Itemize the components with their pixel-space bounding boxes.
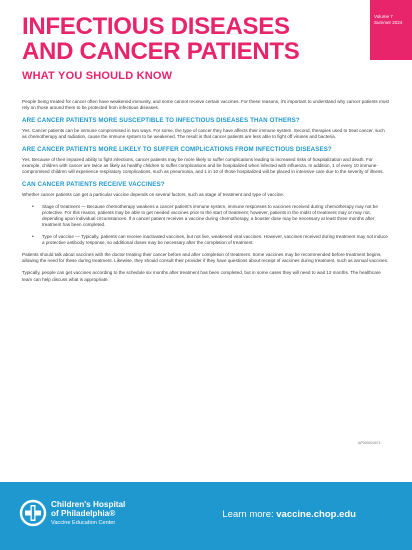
list-item: • Type of vaccine — Typically, patients can receive inactivated vaccines, but not live, weakened viral vaccines. However, vaccines received during treatment may not induce a protective antibody response, so additional doses may be necessary after the completion of treatment. <box>22 234 390 246</box>
section-question-1: ARE CANCER PATIENTS MORE SUSCEPTIBLE TO INFECTIOUS DISEASES THAN OTHERS? <box>22 117 300 125</box>
closing-paragraph-2: Typically, people can get vaccines according to the schedule six months after treatment has been completed, but in some cases they will need to wait 12 months. The healthcare team can help discuss what is appropriate. <box>22 270 381 282</box>
section-answer-3: Whether cancer patients can get a particular vaccine depends on several factors, such as stage of treatment and type of vaccine. <box>22 191 285 197</box>
org-department: Vaccine Education Center <box>51 520 116 526</box>
page-title <box>22 14 362 64</box>
org-name-line-2: of Philadelphia® <box>51 509 116 518</box>
learn-more <box>0 509 412 520</box>
page-subtitle: WHAT YOU SHOULD KNOW <box>22 70 173 82</box>
list-item: • Stage of treatment — Because chemotherapy weakens a cancer patient's immune system, immune responses to vaccines received during chemotherapy may not be protective. For this reason, patients may be able to get needed vaccines prior to the start of treatment; however, patients in the midst of treatment may or may not, depending upon individual circumstances. If a cancer patient receives a vaccine during chemotherapy, a booster dose may be necessary at least three months after treatment has been completed. <box>22 204 390 229</box>
section-answer-1: Yes. Cancer patients can be immune compromised in two ways. For some, the type of cancer they have affects their immune system. Second, therapies used to treat cancer, such as chemotherapy and radiation, cause the immune system to be weakened. The result is that cancer patients are less able to fight off viruses and bacteria. <box>22 127 385 140</box>
volume-label: Volume 7 <box>374 14 393 19</box>
article-body <box>22 99 390 289</box>
title-line-2: AND CANCER PATIENTS <box>22 38 300 65</box>
website-link[interactable]: vaccine.chop.edu <box>276 509 356 520</box>
document-code: AP000024071 <box>358 441 381 445</box>
section-question-3: CAN CANCER PATIENTS RECEIVE VACCINES? <box>22 181 165 189</box>
learn-more-label: Learn more: <box>222 509 274 520</box>
section-answer-2: Yes. Because of their impaired ability to fight infections, cancer patients may be more likely to suffer complications leading to increased risks of hospitalization and death. For example, children with cancer are twice as likely as healthy children to suffer complications and be hospitalized when infected with influenza. In addition, 1 of every 10 immune-compromised children will experience respiratory complications, such as pneumonia, and 1 in 10 of those hospitalized will be placed in intensive care due to the severity of illness. <box>22 156 384 175</box>
org-name-line-1: Children's Hospital <box>51 500 126 509</box>
footer <box>0 482 412 550</box>
issue-label: Summer 2024 <box>374 20 403 25</box>
intro-paragraph: People being treated for cancer often have weakened immunity, and some cannot receive certain vaccines. For these reasons, it's important to understand why cancer patients must rely on those around them to be protected from infectious diseases. <box>22 99 389 111</box>
header <box>0 0 412 98</box>
issue-badge <box>370 0 412 60</box>
factors-list <box>22 204 390 246</box>
title-line-1: INFECTIOUS DISEASES <box>22 13 290 40</box>
section-question-2: ARE CANCER PATIENTS MORE LIKELY TO SUFFER COMPLICATIONS FROM INFECTIOUS DISEASES? <box>22 146 332 154</box>
closing-paragraph-1: Patients should talk about vaccines with the doctor treating their cancer before and after completion of treatment. Some vaccines may be recommended before treatment begins, allowing the need for these during treatment. Likewise, they should consult their provider if they have questions about receipt of vaccines during treatment, such as annual vaccines. <box>22 252 389 264</box>
